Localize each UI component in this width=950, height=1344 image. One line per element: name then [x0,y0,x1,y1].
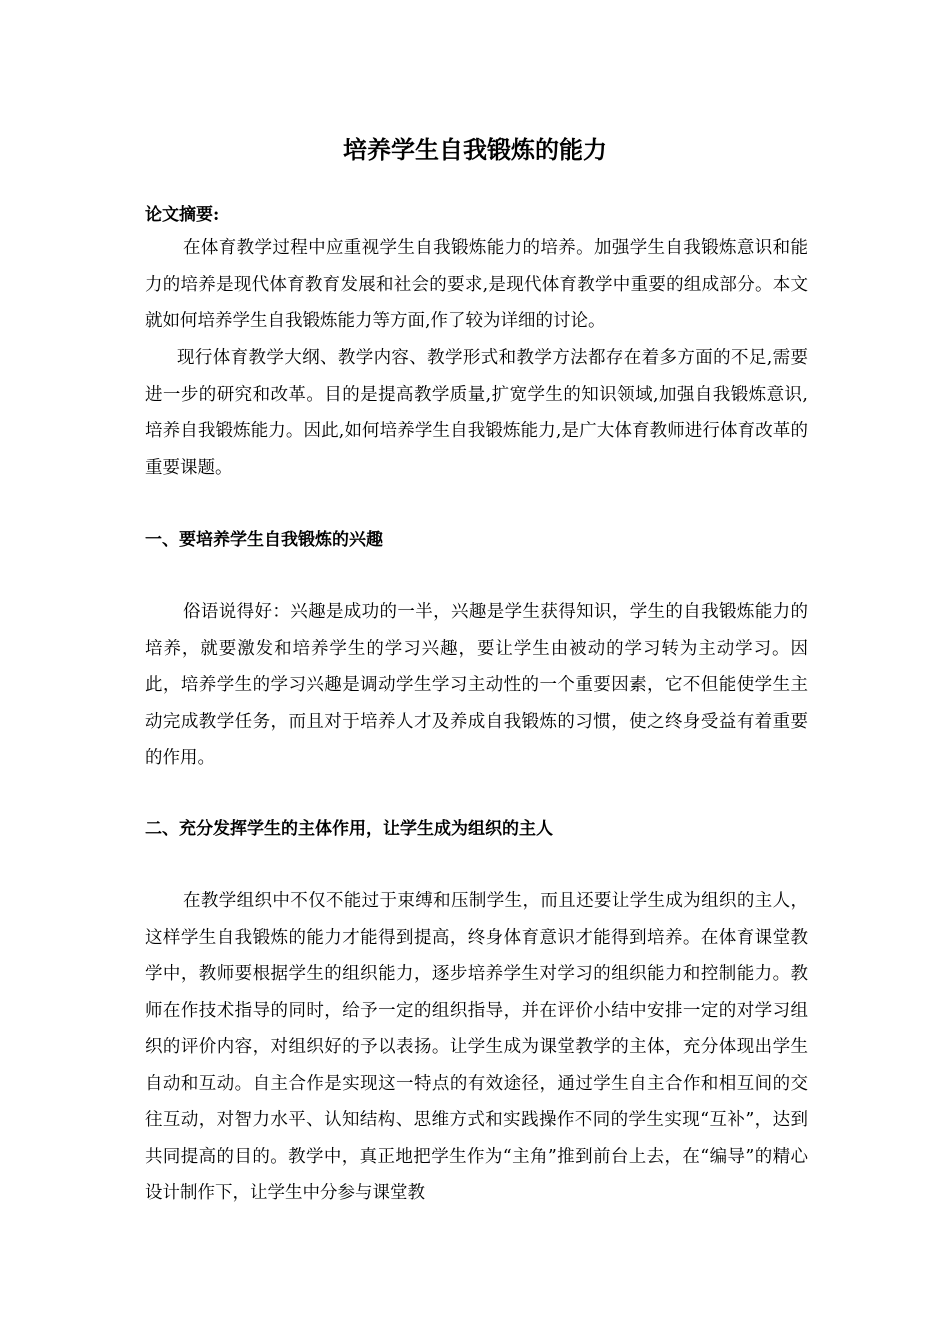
section-paragraph-2: 在教学组织中不仅不能过于束缚和压制学生，而且还要让学生成为组织的主人，这样学生自我锻炼的能力才能得到提高，终身体育意识才能得到培养。在体育课堂教学中，教师要根据学生的组织能力，逐步培养学生对学习的组织能力和控制能力。教师在作技术指导的同时，给予一定的组织指导，并在评价小结中安排一定的对学习组织的评价内容，对组织好的予以表扬。让学生成为课堂教学的主体，充分体现出学生自动和互动。自主合作是实现这一特点的有效途径，通过学生自主合作和相互间的交往互动，对智力水平、认知结构、思维方式和实践操作不同的学生实现“互补”，达到共同提高的目的。教学中，真正地把学生作为“主角”推到前台上去，在“编导”的精心设计制作下，让学生中分参与课堂教 [145,891,808,1203]
section-paragraph-1: 俗语说得好：兴趣是成功的一半，兴趣是学生获得知识，学生的自我锻炼能力的培养，就要激发和培养学生的学习兴趣，要让学生由被动的学习转为主动学习。因此，培养学生的学习兴趣是调动学生学习主动性的一个重要因素，它不但能使学生主动完成教学任务，而且对于培养人才及养成自我锻炼的习惯，使之终身受益有着重要的作用。 [145,602,808,768]
abstract-paragraph-2: 现行体育教学大纲、教学内容、教学形式和教学方法都存在着多方面的不足,需要进一步的研究和改革。目的是提高教学质量,扩宽学生的知识领域,加强自我锻炼意识,培养自我锻炼能力。因此,如何培养学生自我锻炼能力,是广大体育教师进行体育改革的重要课题。 [145,348,808,478]
abstract-paragraph-1: 在体育教学过程中应重视学生自我锻炼能力的培养。加强学生自我锻炼意识和能力的培养是现代体育教育发展和社会的要求,是现代体育教学中重要的组成部分。本文就如何培养学生自我锻炼能力等方面,作了较为详细的讨论。 [145,238,808,331]
section-heading-1: 一、要培养学生自我锻炼的兴趣 [145,530,383,550]
abstract-heading: 论文摘要: [145,205,220,225]
document-title: 培养学生自我锻炼的能力 [343,135,607,164]
section-heading-2: 二、充分发挥学生的主体作用，让学生成为组织的主人 [145,819,553,839]
